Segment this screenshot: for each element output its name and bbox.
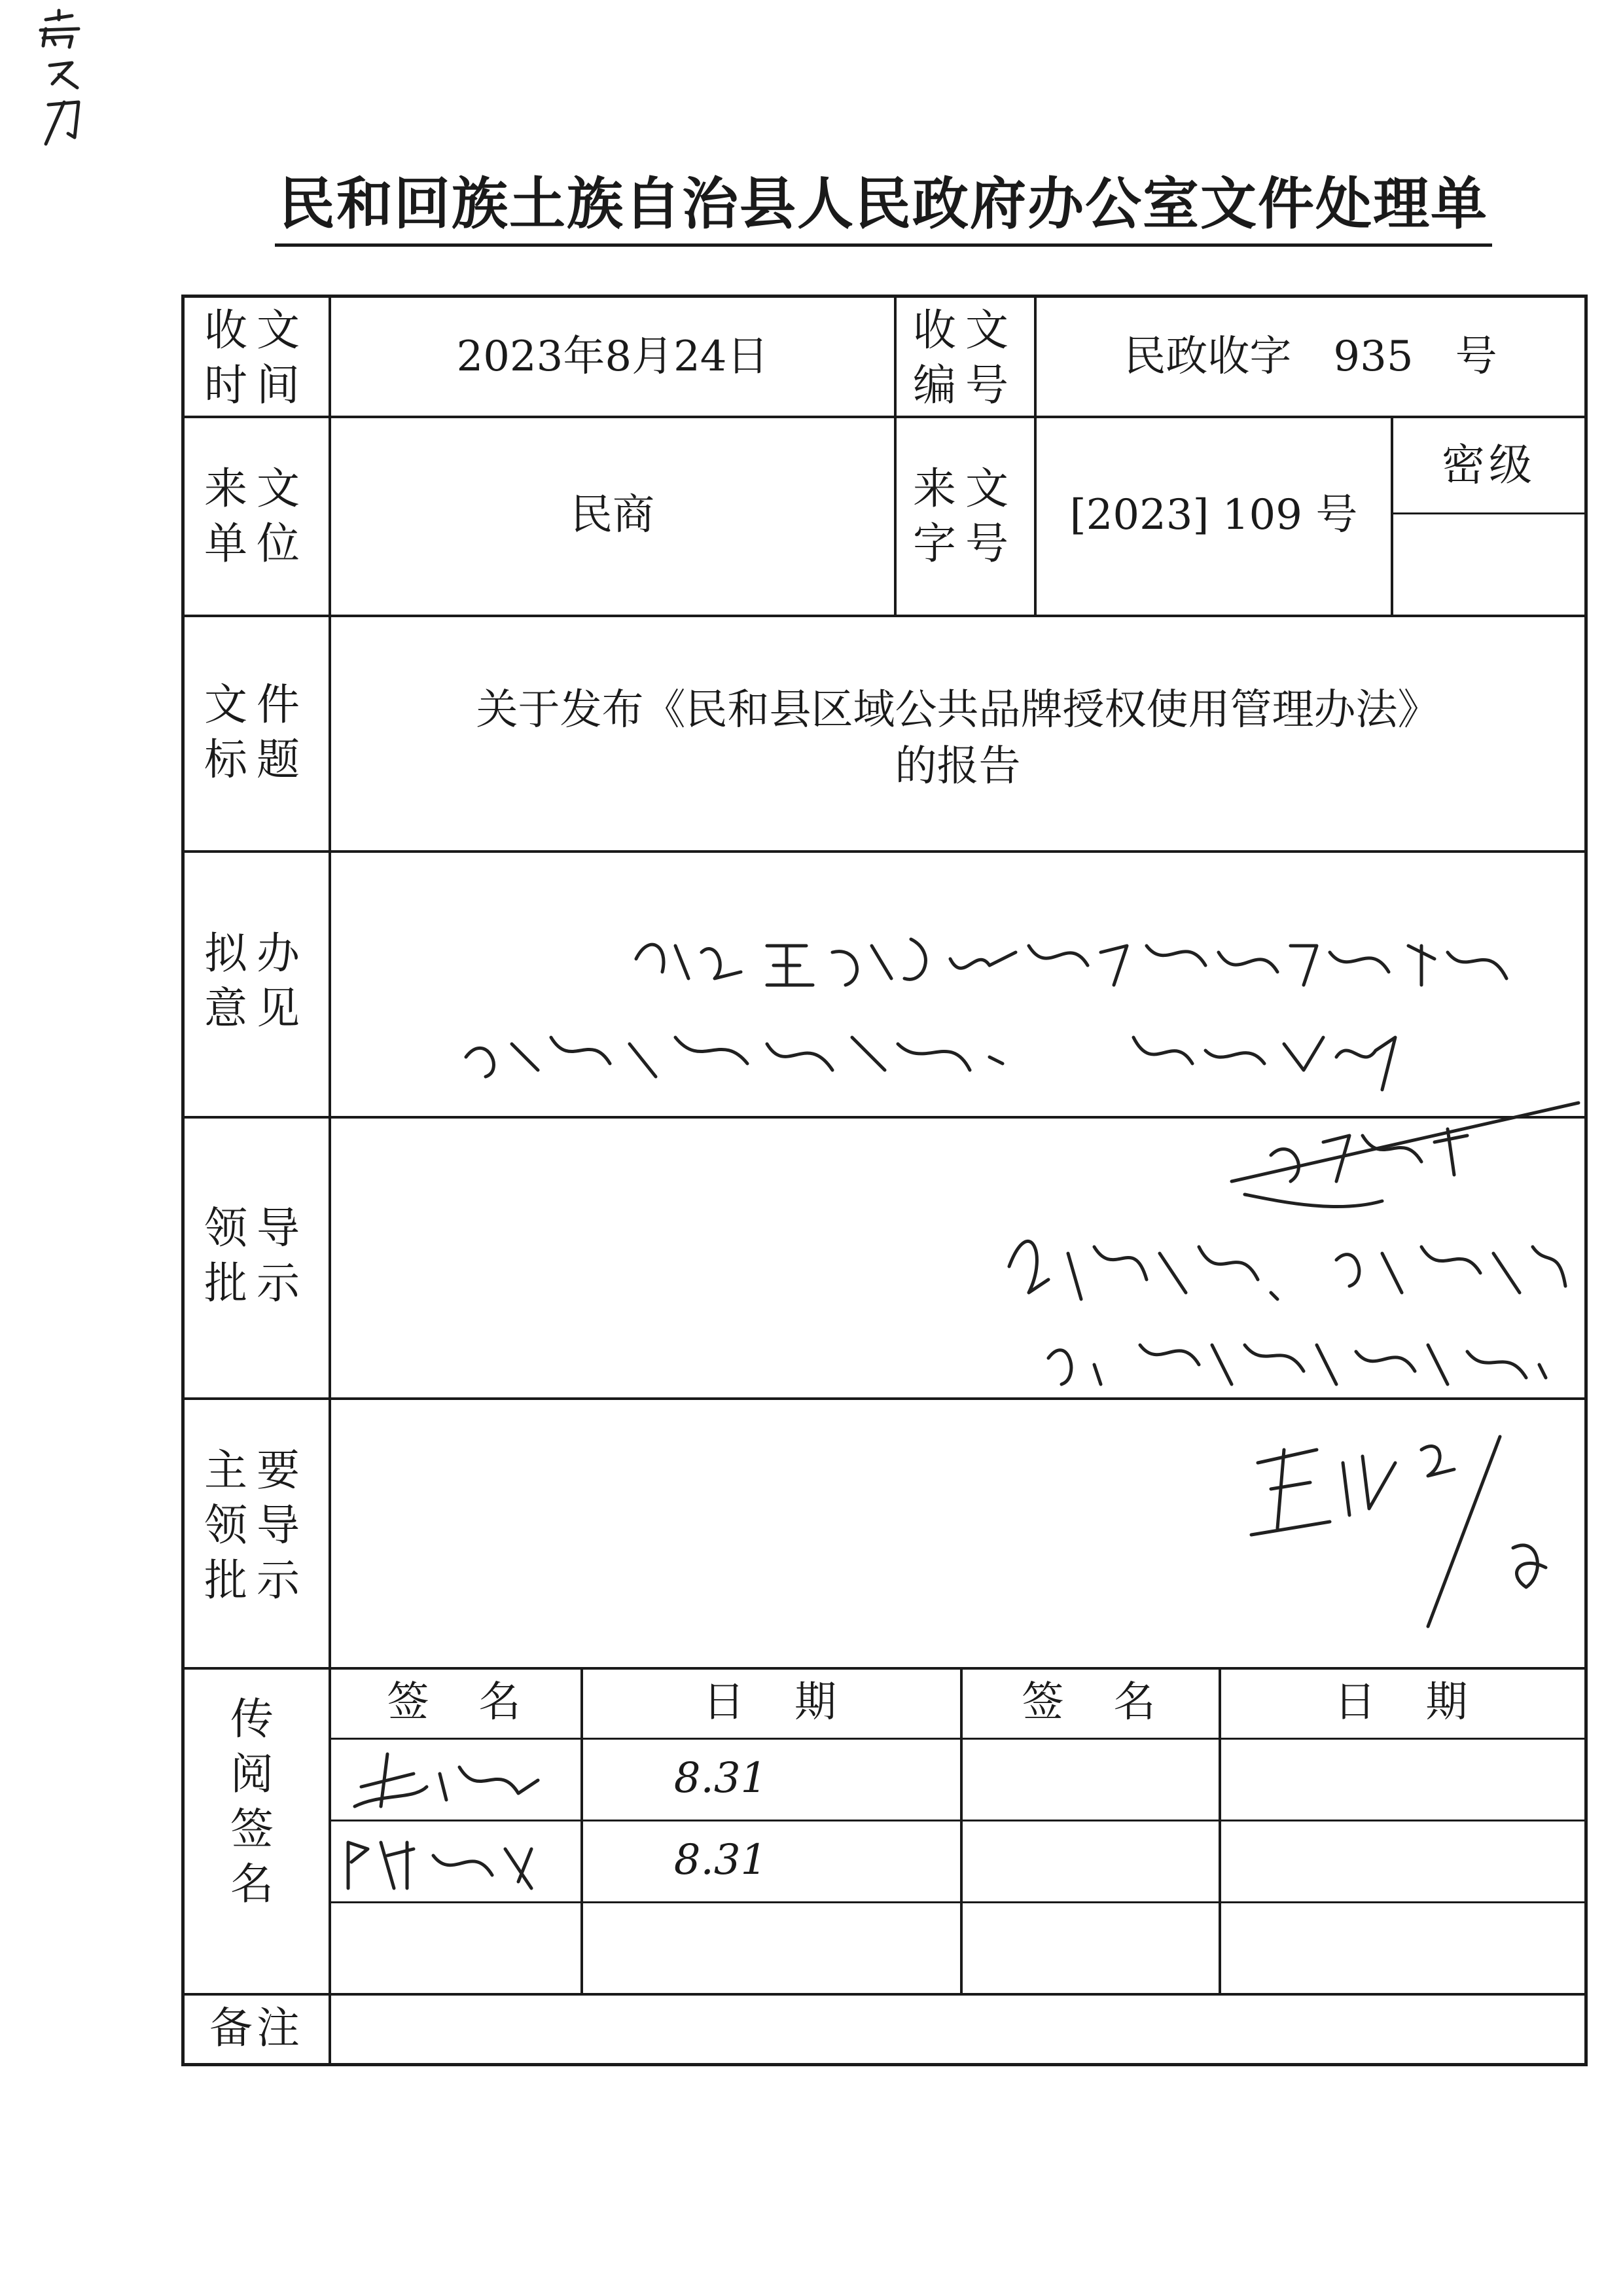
file-title-line-2: 的报告 [895,742,1021,791]
page-title: 民和回族土族自治县人民政府办公室文件处理单 [279,171,1488,237]
circulation-date-2: 8.31 [673,1836,768,1884]
row-divider [185,1397,1584,1400]
row-divider [185,416,1584,418]
row-divider [185,1667,1584,1670]
receipt-time-value: 2023年8月24日 [456,332,769,381]
receipt-number-label: 收文 编号 [913,305,1018,410]
main-leader-signature [1232,1410,1585,1653]
circulation-header-date: 日 期 [703,1678,840,1727]
sender-value: 民商 [571,491,654,539]
proposed-opinion-label: 拟办 意见 [204,928,309,1033]
secrecy-label: 密级 [1442,440,1536,490]
label-column-divider [329,298,331,2063]
circulation-date-1: 8.31 [673,1754,768,1803]
file-title-label: 文件 标题 [204,679,309,785]
row-divider [185,615,1584,617]
circulation-label: 传 阅 签 名 [230,1694,283,1909]
circulation-row-divider [329,1738,1584,1740]
row-divider [185,850,1584,853]
remarks-label: 备注 [209,2003,304,2053]
row-divider [185,1993,1584,1996]
document-processing-form [181,295,1588,2066]
sender-number-label: 来文 字号 [913,463,1018,569]
receipt-number-value: 民政收字 935 号 [1124,332,1497,381]
main-leader-instruction-label: 主要 领导 批示 [204,1445,309,1605]
circulation-row-divider [329,1901,1584,1903]
leader-instruction-label: 领导 批示 [204,1203,309,1308]
row-divider [185,1116,1584,1119]
sender-label: 来文 单位 [204,463,309,569]
file-title-line-1: 关于发布《民和县区域公共品牌授权使用管理办法》 [476,686,1440,734]
circulation-header-signature: 签 名 [387,1678,525,1727]
receipt-time-label: 收文 时间 [204,305,309,410]
circulation-signature-2 [335,1823,577,1898]
secrecy-divider [1391,512,1584,514]
proposed-opinion-handwriting [440,906,1578,1109]
circulation-signature-1 [335,1741,577,1816]
sender-number-value: [2023] 109 号 [1069,491,1358,539]
title-underline [275,243,1492,247]
leader-instruction-handwriting [970,1083,1585,1424]
circulation-header-signature: 签 名 [1022,1678,1160,1727]
circulation-row-divider [329,1820,1584,1821]
corner-handwritten-note [26,7,105,157]
circulation-header-date: 日 期 [1334,1678,1472,1727]
